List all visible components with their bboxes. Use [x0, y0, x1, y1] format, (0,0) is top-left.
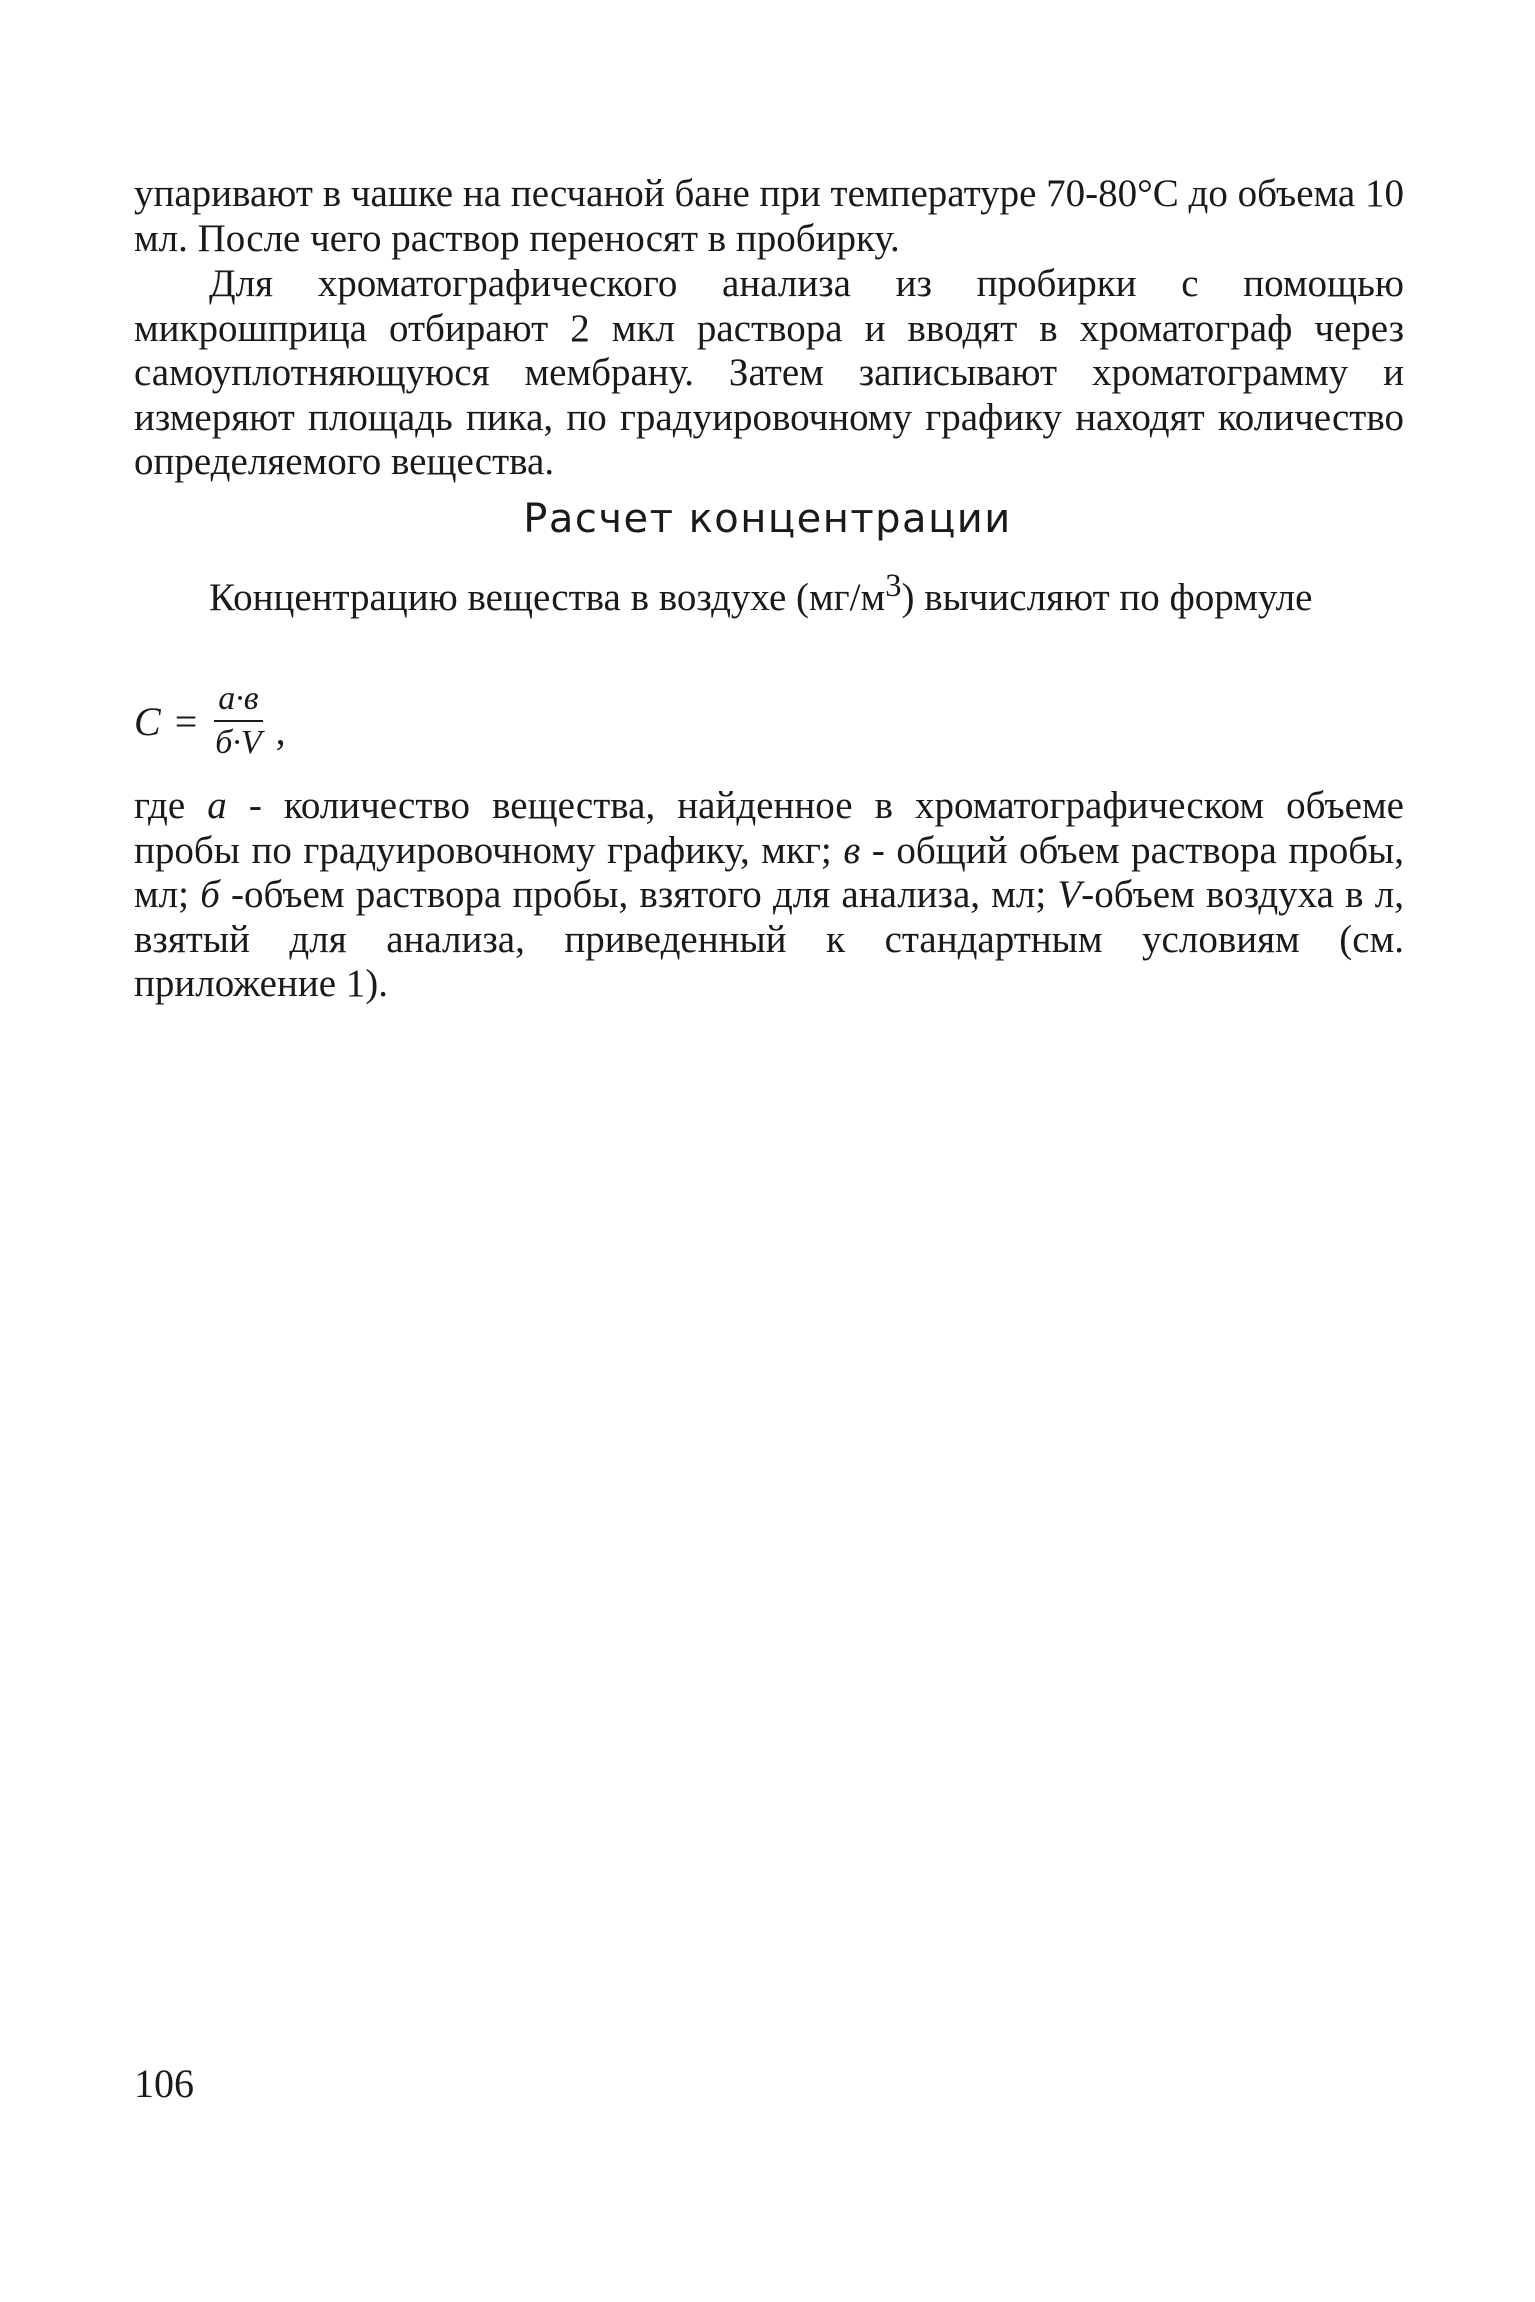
paragraph-text	[134, 784, 1404, 1007]
text-span: - общий объем раствора пробы, мл;	[134, 828, 1404, 916]
paragraph-text: упаривают в чашке на песчаной бане при температуре 70-80°С до объема 10 мл. После чего раствор переносят в пробирку.	[134, 172, 1404, 260]
text-span: -объем воздуха в л, взятый для анализа, приведенный к стандартным условиям (см. приложение 1).	[134, 873, 1404, 1005]
variable-v: в	[843, 828, 861, 872]
text-span: где	[134, 784, 208, 827]
variable-a: а	[207, 784, 227, 827]
paragraph-formula-intro	[134, 564, 1404, 621]
formula-denominator: б·V	[215, 724, 262, 761]
text-span: ) вычисляют по формуле	[901, 576, 1313, 619]
formula-comma: ,	[275, 707, 286, 753]
paragraph-chromatography	[134, 262, 1404, 485]
variable-b: б	[200, 873, 220, 916]
formula-numerator: а·в	[214, 680, 262, 722]
text-span: -объем раствора пробы, взятого для анализа, мл;	[219, 873, 1058, 916]
page-number: 106	[134, 2061, 194, 2106]
paragraph-text	[134, 564, 1404, 621]
paragraph-text: Для хроматографического анализа из пробирки с помощью микрошприца отбирают 2 мкл раствора и вводят в хроматограф через самоуплотняющуюся мембрану. Затем записывают хроматограмму и измеряют площадь пика, по градуировочному графику находят количество определяемого вещества.	[134, 262, 1404, 483]
text-span: - количество вещества, найденное в хроматографическом объеме пробы по градуировочному графику, мкг;	[134, 784, 1404, 872]
paragraph-variable-definitions	[134, 784, 1404, 1007]
superscript: 3	[885, 568, 902, 604]
text-span: Концентрацию вещества в воздухе (мг/м	[209, 576, 886, 619]
concentration-formula	[134, 676, 286, 766]
section-heading: Расчет концентрации	[523, 496, 1012, 542]
formula-equals: =	[174, 698, 198, 744]
variable-volume: V	[1057, 873, 1082, 916]
formula-lhs: C	[134, 698, 161, 744]
formula-fraction	[211, 680, 265, 762]
paragraph-continuation	[134, 172, 1404, 261]
